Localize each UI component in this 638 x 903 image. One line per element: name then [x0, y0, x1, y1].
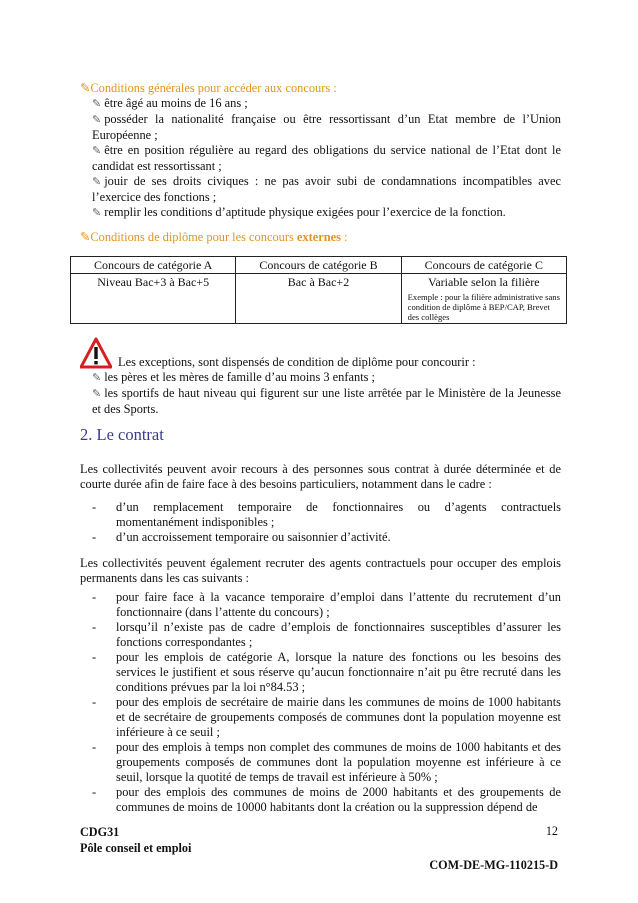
list-item: - pour faire face à la vacance temporaire d’emploi dans l’attente du recrutement d’un fonctionnaire (dans l’attente du concours) ;	[92, 590, 561, 619]
list-item: ✎ les pères et les mères de famille d’au moins 3 enfants ;	[92, 370, 376, 384]
table-header-cell: Concours de catégorie B	[236, 257, 401, 274]
list-item: ✎ posséder la nationalité française ou être ressortissant d’un Etat membre de l’Union Européenne ;	[92, 112, 561, 142]
pencil-bullet-icon: ✎	[92, 207, 102, 219]
exceptions-block	[80, 355, 561, 417]
dash-list	[92, 590, 561, 815]
section-title: 2. Le contrat	[80, 425, 164, 444]
document-code: COM-DE-MG-110215-D	[429, 858, 558, 872]
footer-org-name: CDG31	[80, 825, 120, 839]
table-header-cell: Concours de catégorie A	[71, 257, 236, 274]
pencil-bullet-icon: ✎	[92, 145, 102, 157]
list-item: - d’un accroissement temporaire ou saisonnier d’activité.	[92, 530, 391, 544]
footer-organization	[80, 824, 191, 856]
pencil-bullet-icon: ✎	[92, 372, 102, 384]
list-item: - pour les emplois de catégorie A, lorsque la nature des fonctions ou les besoins des services le justifient et sous réserve qu’aucun fonctionnaire n’ait pu être recruté dans les conditions prévues par la loi n°84.53 ;	[92, 650, 561, 694]
pencil-bullet-icon: ✎	[92, 176, 102, 188]
list-item: ✎ remplir les conditions d’aptitude physique exigées pour l’exercice de la fonction.	[92, 205, 506, 219]
list-item: - pour des emplois des communes de moins de 2000 habitants et des groupements de communes de moins de 10000 habitants dont la création ou la suppression dépend de	[92, 785, 561, 814]
table-header-cell: Concours de catégorie C	[401, 257, 566, 274]
table-cell: Bac à Bac+2	[236, 274, 401, 324]
list-item: - pour des emplois à temps non complet des communes de moins de 1000 habitants et des groupements composés de communes dont la population moyenne est inférieure à ce seuil, lorsque la quotité de temps de travail est inférieure à 50% ;	[92, 740, 561, 784]
table-cell-main: Variable selon la filière	[428, 275, 540, 289]
pencil-bullet-icon: ✎	[92, 388, 102, 400]
general-conditions-heading: ✎Conditions générales pour accéder aux concours :	[80, 81, 337, 95]
list-item: - lorsqu’il n’existe pas de cadre d’emplois de fonctionnaires susceptibles d’assurer les fonctions correspondantes ;	[92, 620, 561, 649]
list-item: ✎ les sportifs de haut niveau qui figurent sur une liste arrêtée par le Ministère de la Jeunesse et des Sports.	[92, 386, 561, 416]
table-cell	[401, 274, 566, 324]
list-item: - d’un remplacement temporaire de fonctionnaires ou d’agents contractuels momentanément indisponibles ;	[92, 500, 561, 529]
paragraph: Les collectivités peuvent avoir recours à des personnes sous contrat à durée déterminée et de courte durée afin de faire face à des besoins particuliers, notamment dans le cadre :	[80, 462, 561, 491]
pointer-icon: ✎	[80, 230, 91, 244]
dash-list	[92, 500, 561, 545]
table-cell: Niveau Bac+3 à Bac+5	[71, 274, 236, 324]
table-row	[71, 274, 567, 324]
table-header-row	[71, 257, 567, 274]
list-item: ✎ être âgé au moins de 16 ans ;	[92, 96, 248, 110]
page-number: 12	[545, 824, 558, 838]
pointer-icon: ✎	[80, 81, 91, 95]
category-table	[70, 256, 567, 324]
paragraph: Les collectivités peuvent également recruter des agents contractuels pour occuper des emplois permanents dans les cas suivants :	[80, 556, 561, 585]
diploma-conditions-heading: ✎Conditions de diplôme pour les concours externes :	[80, 230, 348, 244]
list-item: ✎ jouir de ses droits civiques : ne pas avoir subi de condamnations incompatibles avec l’exercice des fonctions ;	[92, 174, 561, 204]
table-cell-note: Exemple : pour la filière administrative sans condition de diplôme à BEP/CAP, Brevet des collèges	[407, 292, 560, 322]
list-item: ✎ être en position régulière au regard des obligations du service national de l’Etat dont le candidat est ressortissant ;	[92, 143, 561, 173]
pencil-bullet-icon: ✎	[92, 114, 102, 126]
exceptions-intro: Les exceptions, sont dispensés de condition de diplôme pour concourir :	[118, 355, 476, 369]
list-item: - pour des emplois de secrétaire de mairie dans les communes de moins de 1000 habitants et de secrétaire de groupements composés de communes dont la population moyenne est inférieure à ce seuil ;	[92, 695, 561, 739]
general-conditions-list	[92, 96, 561, 221]
pencil-bullet-icon: ✎	[92, 98, 102, 110]
footer-pole: Pôle conseil et emploi	[80, 841, 192, 855]
